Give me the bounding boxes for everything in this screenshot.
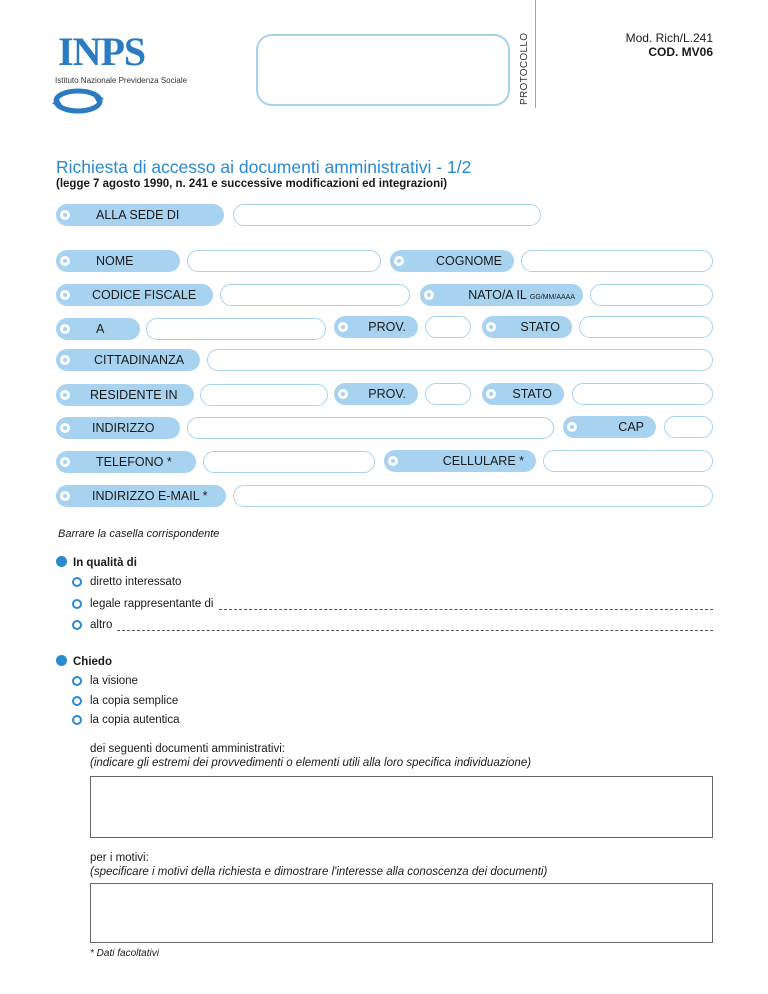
stato-residenza-field[interactable] [572, 383, 713, 405]
bullet-dot-icon [484, 387, 498, 401]
cittadinanza-field[interactable] [207, 349, 713, 371]
protocollo-box[interactable] [256, 34, 510, 106]
label-cellulare [384, 450, 536, 472]
option-label: legale rappresentante di [90, 598, 214, 610]
checkbox-circle-icon[interactable] [72, 620, 82, 630]
label-text: RESIDENTE IN [90, 388, 178, 402]
inps-logo: INPS [58, 29, 146, 74]
section-heading: In qualità di [73, 557, 137, 569]
logo-subtitle: Istituto Nazionale Previdenza Sociale [55, 76, 188, 85]
option-copia-semplice[interactable] [72, 695, 178, 707]
option-label: altro [90, 619, 113, 631]
instruction-note: Barrare la casella corrispondente [58, 528, 220, 540]
label-text: TELEFONO * [96, 455, 172, 469]
label-text: A [96, 322, 105, 336]
option-label: la copia autentica [90, 714, 180, 726]
label-text: STATO [520, 320, 560, 334]
documenti-label [90, 742, 531, 770]
label-nome [56, 250, 180, 272]
label-cognome [390, 250, 514, 272]
label-a [56, 318, 140, 340]
protocollo-label: PROTOCOLLO [519, 32, 530, 105]
label-text: CITTADINANZA [94, 353, 185, 367]
option-legale-rappresentante[interactable] [72, 598, 213, 610]
mod-line: Mod. Rich/L.241 [625, 31, 713, 45]
checkbox-circle-icon[interactable] [72, 696, 82, 706]
nato-il-field[interactable] [590, 284, 713, 306]
label-telefono [56, 451, 196, 473]
bullet-dot-icon [565, 420, 579, 434]
codice-fiscale-field[interactable] [220, 284, 410, 306]
bullet-dot-icon [386, 454, 400, 468]
documenti-label-text: dei seguenti documenti amministrativi: [90, 743, 285, 755]
date-format-hint: GG/MM/AAAA [529, 294, 575, 301]
legale-rappresentante-line[interactable] [219, 609, 713, 610]
bullet-dot-icon [58, 489, 72, 503]
cellulare-field[interactable] [543, 450, 713, 472]
label-prov [334, 316, 418, 338]
prov-nascita-field[interactable] [425, 316, 471, 338]
label-text: COGNOME [436, 254, 502, 268]
section-bullet-icon [56, 655, 67, 666]
bullet-dot-icon [58, 388, 72, 402]
label-text: INDIRIZZO [92, 421, 155, 435]
label-text: PROV. [368, 320, 406, 334]
inps-emblem-icon [50, 86, 106, 116]
motivi-label-text: per i motivi: [90, 852, 149, 864]
label-residente-in [56, 384, 194, 406]
label-cap [563, 416, 656, 438]
nome-field[interactable] [187, 250, 381, 272]
label-alla-sede [56, 204, 224, 226]
section-heading: Chiedo [73, 656, 112, 668]
email-field[interactable] [233, 485, 713, 507]
documenti-textarea[interactable] [90, 776, 713, 838]
stato-nascita-field[interactable] [579, 316, 713, 338]
label-text: INDIRIZZO E-MAIL * [92, 489, 208, 503]
bullet-dot-icon [392, 254, 406, 268]
prov-residenza-field[interactable] [425, 383, 471, 405]
label-text: CAP [618, 420, 644, 434]
luogo-nascita-field[interactable] [146, 318, 326, 340]
bullet-dot-icon [484, 320, 498, 334]
bullet-dot-icon [58, 254, 72, 268]
label-stato-residenza [482, 383, 564, 405]
label-nato-il [420, 284, 583, 306]
bullet-dot-icon [58, 455, 72, 469]
label-text: NOME [96, 254, 134, 268]
label-text: NATO/A IL [468, 288, 527, 302]
telefono-field[interactable] [203, 451, 375, 473]
checkbox-circle-icon[interactable] [72, 577, 82, 587]
label-text: PROV. [368, 387, 406, 401]
documenti-hint: (indicare gli estremi dei provvedimenti o elementi utili alla loro specifica individuazione) [90, 757, 532, 769]
bullet-dot-icon [58, 288, 72, 302]
label-codice-fiscale [56, 284, 213, 306]
checkbox-circle-icon[interactable] [72, 715, 82, 725]
section-bullet-icon [56, 556, 67, 567]
bullet-dot-icon [336, 387, 350, 401]
motivi-label [90, 851, 547, 879]
checkbox-circle-icon[interactable] [72, 599, 82, 609]
cod-line: COD. MV06 [648, 45, 713, 59]
section-qualita [56, 556, 137, 569]
option-altro[interactable] [72, 619, 112, 631]
option-copia-autentica[interactable] [72, 714, 180, 726]
motivi-textarea[interactable] [90, 883, 713, 943]
motivi-hint: (specificare i motivi della richiesta e dimostrare l'interesse alla conoscenza dei documenti) [90, 866, 548, 878]
bullet-dot-icon [58, 208, 72, 222]
bullet-dot-icon [58, 421, 72, 435]
label-email [56, 485, 226, 507]
bullet-dot-icon [58, 322, 72, 336]
alla-sede-field[interactable] [233, 204, 541, 226]
option-label: la visione [90, 675, 138, 687]
cognome-field[interactable] [521, 250, 713, 272]
section-chiedo [56, 655, 112, 668]
checkbox-circle-icon[interactable] [72, 676, 82, 686]
label-text: STATO [512, 387, 552, 401]
indirizzo-field[interactable] [187, 417, 554, 439]
label-text: CELLULARE * [442, 454, 524, 468]
altro-line[interactable] [117, 630, 713, 631]
label-stato [482, 316, 572, 338]
bullet-dot-icon [336, 320, 350, 334]
option-label: diretto interessato [90, 576, 182, 588]
label-text: ALLA SEDE DI [96, 208, 180, 222]
cap-field[interactable] [664, 416, 713, 438]
page-subtitle: (legge 7 agosto 1990, n. 241 e successive modificazioni ed integrazioni) [56, 178, 448, 190]
option-label: la copia semplice [90, 695, 179, 707]
label-cittadinanza [56, 349, 200, 371]
label-indirizzo [56, 417, 180, 439]
option-diretto-interessato[interactable] [72, 576, 181, 588]
label-text: CODICE FISCALE [92, 288, 197, 302]
protocollo-divider [535, 0, 536, 108]
footnote: * Dati facoltativi [90, 948, 159, 959]
page-title: Richiesta di accesso ai documenti amministrativi - 1/2 [56, 157, 472, 177]
label-prov-residenza [334, 383, 418, 405]
module-code [626, 31, 713, 59]
option-visione[interactable] [72, 675, 138, 687]
bullet-dot-icon [58, 353, 72, 367]
bullet-dot-icon [422, 288, 436, 302]
residente-in-field[interactable] [200, 384, 328, 406]
